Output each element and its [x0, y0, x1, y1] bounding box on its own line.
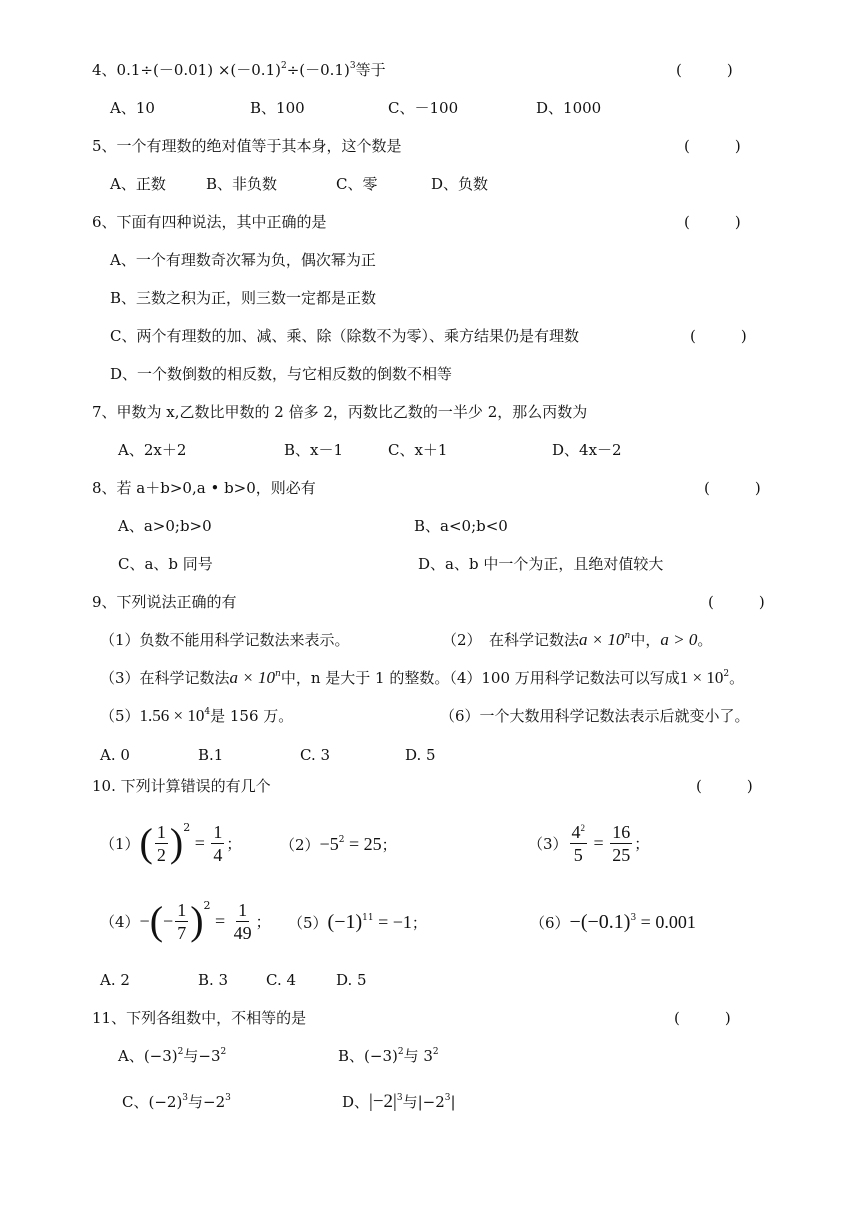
q5-option-d: D、负数 — [431, 175, 489, 193]
q10-option-d: D. 5 — [336, 971, 367, 989]
q9-option-a: A. 0 — [100, 746, 130, 764]
answer-paren-q9: ( ) — [708, 593, 765, 611]
q11-option-d: D、$|-2|^3$与$|-2^3|$ — [342, 1091, 456, 1112]
q10-option-b: B. 3 — [198, 971, 229, 989]
q4-option-b: B、100 — [250, 99, 305, 117]
answer-paren-q8: ( ) — [704, 479, 761, 497]
q9-option-b: B.1 — [198, 746, 224, 764]
q6-option-b: B、三数之积为正，则三数一定都是正数 — [110, 289, 377, 307]
q8-option-c: C、a、b 同号 — [118, 555, 213, 573]
answer-paren-q5: ( ) — [684, 137, 741, 155]
q4-option-a: A、10 — [110, 99, 155, 117]
q10-option-a: A. 2 — [100, 971, 130, 989]
q9-stem: 9、下列说法正确的有 — [92, 593, 237, 611]
q9-statement-5: $(5)1.56 \times 10^4$是 156 万。 — [100, 706, 294, 725]
q10-expr-1: （1） ( $\frac{1}{2}$ ) $^2$ = $\frac{1}{4}$ ； — [100, 820, 242, 865]
q10-expr-3: （3） $\frac{4^2}{5}$ = $\frac{16}{25}$ ； — [528, 821, 650, 865]
q9-option-c: C. 3 — [300, 746, 331, 764]
q7-option-c: C、x＋1 — [388, 441, 448, 459]
q6-option-a: A、一个有理数奇次幂为负，偶次幂为正 — [110, 251, 376, 269]
q11-option-a: A、$(-3)^2$与$-3^2$ — [118, 1047, 227, 1065]
q7-option-a: A、2x＋2 — [118, 441, 187, 459]
q8-option-a: A、a>0;b>0 — [118, 517, 212, 535]
q9-statement-3-4: （3）在科学记数法$a \times 10^n$中，n 是大于 1 的整数。（4）100 万用科学记数法可以写成$1 \times 10^2$。 — [100, 668, 745, 687]
q10-option-c: C. 4 — [266, 971, 297, 989]
q9-statement-1: （1）负数不能用科学记数法来表示。 — [100, 631, 350, 649]
q8-option-d: D、a、b 中一个为正，且绝对值较大 — [418, 555, 664, 573]
q8-stem: 8、若 a＋b>0,a • b>0，则必有 — [92, 479, 316, 497]
q9-statement-2: （2） 在科学记数法$a \times 10^n$中，a > 0。 — [442, 630, 713, 649]
q9-statement-6: （6）一个大数用科学记数法表示后就变小了。 — [440, 707, 750, 725]
q10-expr-2: （2） −5 $^2$ = 25 ； — [280, 833, 397, 854]
q10-expr-5: （5） (−1) $^{11}$ = −1 ； — [288, 910, 427, 933]
q7-stem: 7、甲数为 x,乙数比甲数的 2 倍多 2，丙数比乙数的一半少 2，那么丙数为 — [92, 403, 588, 421]
q11-option-b: B、$(-3)^2$与 $3^2$ — [338, 1047, 439, 1065]
answer-paren-q4: ( ) — [676, 61, 733, 79]
q5-option-b: B、非负数 — [206, 175, 278, 193]
q5-option-c: C、零 — [336, 175, 378, 193]
answer-paren-q10: ( ) — [696, 777, 753, 795]
answer-paren-q6: ( ) — [684, 213, 741, 231]
answer-paren-q11: ( ) — [674, 1009, 731, 1027]
q10-stem: 10. 下列计算错误的有几个 — [92, 777, 271, 795]
q5-option-a: A、正数 — [110, 175, 166, 193]
q7-option-b: B、x－1 — [284, 441, 344, 459]
q11-option-c: C、$(-2)^3$与$-2^3$ — [122, 1093, 231, 1111]
q5-stem: 5、一个有理数的绝对值等于其本身，这个数是 — [92, 137, 402, 155]
q6-option-c: C、两个有理数的加、减、乘、除（除数不为零）、乘方结果仍是有理数 — [110, 327, 579, 345]
q9-option-d: D. 5 — [405, 746, 436, 764]
q10-expr-4: （4） − ( − $\frac{1}{7}$ ) $^2$ = $\frac{1}{49}$ ； — [100, 898, 271, 943]
q7-option-d: D、4x－2 — [552, 441, 622, 459]
q4-stem: 4、$0.1\div(-0.01) \times(-0.1)^2\div(-0.1)^3$等于 — [92, 61, 386, 79]
q11-stem: 11、下列各组数中，不相等的是 — [92, 1009, 307, 1027]
q10-expr-6: （6） −(−0.1) $^3$ = 0.001 — [530, 910, 696, 933]
q4-option-d: D、1000 — [536, 99, 602, 117]
q6-stem: 6、下面有四种说法，其中正确的是 — [92, 213, 327, 231]
q6-option-d: D、一个数倒数的相反数，与它相反数的倒数不相等 — [110, 365, 453, 383]
answer-paren-q6-c: ( ) — [690, 327, 747, 345]
q4-option-c: C、－100 — [388, 99, 459, 117]
q8-option-b: B、a<0;b<0 — [414, 517, 508, 535]
